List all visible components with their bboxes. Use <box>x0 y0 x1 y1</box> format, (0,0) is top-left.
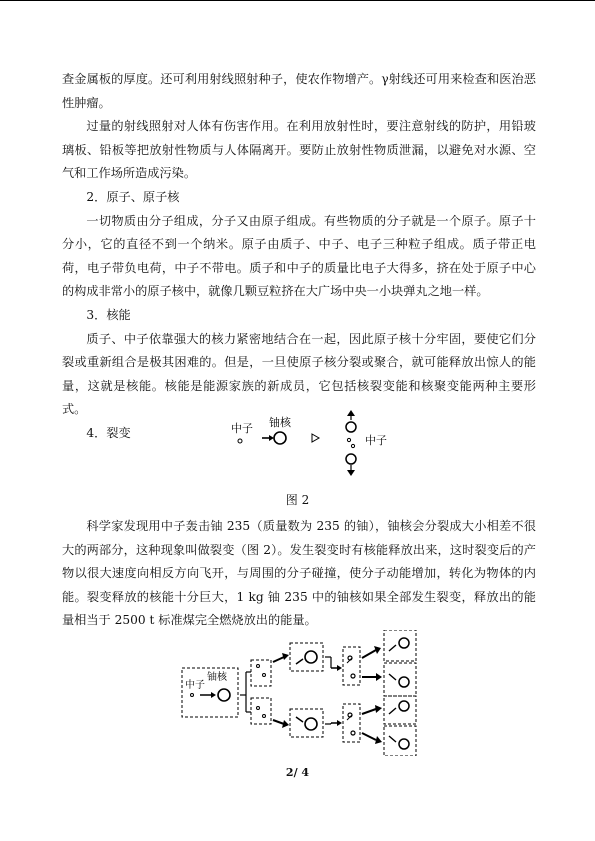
chain-reaction-diagram <box>176 630 420 756</box>
arrowhead <box>211 692 216 698</box>
neutron-particle <box>238 439 242 443</box>
nucleus-label: 铀核 <box>269 416 291 429</box>
arrow <box>273 657 284 662</box>
fragment <box>351 674 355 678</box>
section-heading: 4．裂变 <box>86 425 131 440</box>
arrowhead <box>375 736 382 744</box>
figure-caption: 图 2 <box>285 493 310 507</box>
header-rule <box>0 0 595 1</box>
arrow <box>296 717 303 722</box>
arrow <box>362 709 376 714</box>
arrow <box>273 720 284 724</box>
fragment <box>351 731 355 735</box>
arrow <box>389 736 396 742</box>
down-arrow <box>347 470 355 476</box>
fragment <box>257 665 260 668</box>
fragment <box>257 707 260 710</box>
arrowhead <box>282 720 289 728</box>
split-box-lower <box>251 698 271 724</box>
arrowhead <box>337 720 342 726</box>
up-arrow <box>347 410 355 416</box>
released-neutron <box>351 444 354 447</box>
uranium-nucleus <box>305 651 317 663</box>
arrow <box>389 645 396 651</box>
split-box-upper <box>251 660 271 686</box>
arrow <box>296 659 303 664</box>
arrowhead <box>375 705 382 713</box>
arrow <box>362 650 376 658</box>
stage3-box-2 <box>343 704 360 742</box>
uranium-nucleus <box>399 677 409 687</box>
arrowhead <box>376 673 382 681</box>
arrowhead <box>337 665 342 671</box>
fragment <box>263 715 266 718</box>
neutron-particle <box>191 694 194 697</box>
product-neutron-label: 中子 <box>365 434 387 447</box>
chain-neutron-label: 中子 <box>185 680 205 691</box>
arrow <box>362 733 376 740</box>
uranium-nucleus <box>218 689 230 701</box>
section-heading: 2．原子、原子核 <box>86 189 180 204</box>
chain-nucleus-label: 铀核 <box>207 672 227 683</box>
neutron-label: 中子 <box>231 422 253 435</box>
arrow <box>389 674 396 680</box>
body-text-continued <box>62 515 536 633</box>
released-neutron <box>347 438 350 441</box>
uranium-nucleus <box>274 432 286 444</box>
fission-fragment-top <box>346 422 356 432</box>
uranium-nucleus <box>399 638 409 648</box>
paragraph: 查金属板的厚度。还可利用射线照射种子，使农作物增产。γ射线还可用来检查和医治恶性肿瘤。 <box>62 72 536 110</box>
arrow <box>389 708 396 714</box>
uranium-nucleus <box>305 718 317 730</box>
uranium-nucleus <box>399 739 409 749</box>
paragraph: 过量的射线照射对人体有伤害作用。在利用放射性时，要注意射线的防护，用铅玻璃板、铅板等把放射性物质与人体隔离开。要防止放射性物质泄漏，以避免对水源、空气和工作场所造成污染。 <box>62 119 536 181</box>
fission-fragment-bottom <box>346 454 356 464</box>
paragraph: 一切物质由分子组成，分子又由原子组成。有些物质的分子就是一个原子。原子十分小，它的直径不到一个纳米。原子由质子、中子、电子三种粒子组成。质子带正电荷，电子带负电荷，中子不带电。质子和中子的质量比电子大得多，挤在处于原子中心的构成非常小的原子核中，就像几颗豆粒挤在大广场中央一小块弹丸之地一样。 <box>62 213 536 299</box>
page-number: 2/ 4 <box>285 766 310 779</box>
stage2-box-lower <box>290 709 323 737</box>
uranium-nucleus <box>399 701 409 711</box>
fragment <box>263 674 266 677</box>
stage3-box-1 <box>343 647 360 685</box>
section-heading: 3．核能 <box>86 307 131 322</box>
body-text <box>62 68 536 446</box>
arrowhead <box>282 653 289 660</box>
stage2-box-upper <box>290 643 323 671</box>
process-arrow <box>312 434 319 442</box>
paragraph: 科学家发现用中子轰击铀 235（质量数为 235 的铀），铀核会分裂成大小相差不很大的两部分，这种现象叫做裂变（图 2）。发生裂变时有核能释放出来，这时裂变后的产物以很大速度向相反方向飞开，与周围的分子碰撞，使分子动能增加，转化为物体的内能。裂变释放的核能十分巨大，1 kg 铀 235 中的铀核如果全部发生裂变，释放出的能量相当于 2500 t 标准煤完全燃烧放出的能量。 <box>62 519 536 628</box>
fission-diagram <box>225 410 390 488</box>
paragraph: 质子、中子依靠强大的核力紧密地结合在一起，因此原子核十分牢固，要使它们分裂或重新组合是极其困难的。但是，一旦使原子核分裂或聚合，就可能释放出惊人的能量，这就是核能。核能是能源家族的新成员，它包括核裂变能和核聚变能两种主要形式。 <box>62 331 536 417</box>
